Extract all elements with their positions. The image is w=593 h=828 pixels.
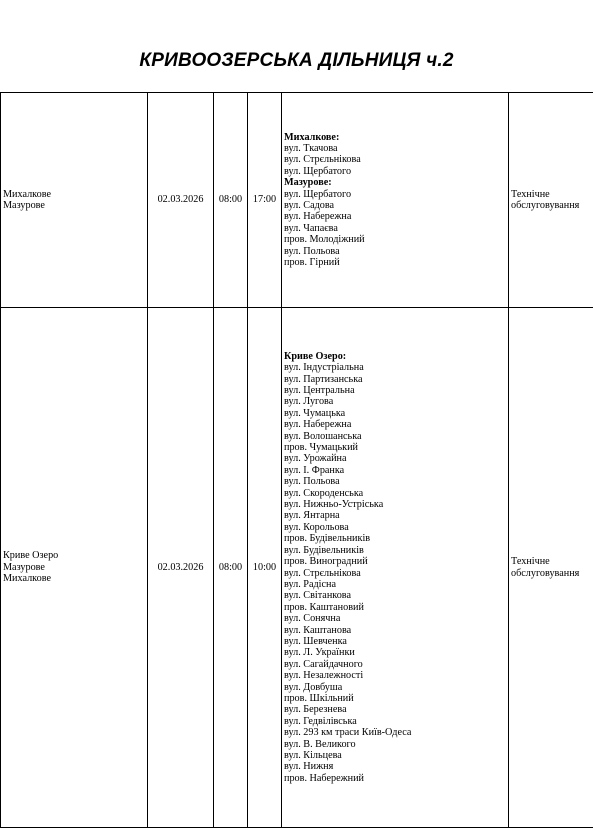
address-line: пров. Гірний	[284, 257, 506, 268]
localities-cell	[1, 93, 148, 308]
address-line: вул. Стрєльнікова	[284, 568, 506, 579]
outage-schedule-table	[0, 92, 593, 828]
locality-name: Михалкове	[3, 573, 145, 584]
table-row	[1, 308, 593, 828]
address-line: вул. Польова	[284, 476, 506, 487]
date-cell: 02.03.2026	[148, 308, 214, 828]
locality-name: Мазурове	[3, 200, 145, 211]
work-type-line: Технічне	[511, 556, 593, 567]
address-line: вул. Щербатого	[284, 166, 506, 177]
address-line: вул. Світанкова	[284, 590, 506, 601]
address-line: вул. Каштанова	[284, 625, 506, 636]
address-line: вул. Стрєльнікова	[284, 154, 506, 165]
localities-cell	[1, 308, 148, 828]
address-line: вул. Індустріальна	[284, 362, 506, 373]
address-line: вул. Партизанська	[284, 374, 506, 385]
address-line: пров. Молодіжний	[284, 234, 506, 245]
address-line: вул. Польова	[284, 246, 506, 257]
addresses-cell	[282, 93, 509, 308]
address-line: вул. Садова	[284, 200, 506, 211]
end-time-cell: 10:00	[248, 308, 282, 828]
address-line: вул. Центральна	[284, 385, 506, 396]
address-line: вул. Будівельників	[284, 545, 506, 556]
address-line: вул. Радісна	[284, 579, 506, 590]
address-line: вул. Чапаєва	[284, 223, 506, 234]
work-type-cell	[509, 308, 593, 828]
address-line: пров. Виноградний	[284, 556, 506, 567]
locality-name: Криве Озеро	[3, 550, 145, 561]
work-type-cell	[509, 93, 593, 308]
work-type-line: обслуговування	[511, 568, 593, 579]
date-cell: 02.03.2026	[148, 93, 214, 308]
address-group-heading: Михалкове:	[284, 132, 506, 143]
address-line: вул. Волошанська	[284, 431, 506, 442]
page-title: КРИВООЗЕРСЬКА ДІЛЬНИЦЯ ч.2	[0, 50, 593, 72]
locality-name: Михалкове	[3, 189, 145, 200]
address-line: вул. Довбуша	[284, 682, 506, 693]
address-line: вул. Кільцева	[284, 750, 506, 761]
address-line: вул. Нижня	[284, 761, 506, 772]
address-line: вул. Шевченка	[284, 636, 506, 647]
start-time-cell: 08:00	[214, 308, 248, 828]
end-time-cell: 17:00	[248, 93, 282, 308]
address-line: вул. Щербатого	[284, 189, 506, 200]
address-line: вул. Березнева	[284, 704, 506, 715]
address-line: вул. Набережна	[284, 211, 506, 222]
address-line: пров. Чумацький	[284, 442, 506, 453]
address-line: вул. Незалежності	[284, 670, 506, 681]
address-group-heading: Криве Озеро:	[284, 351, 506, 362]
address-line: вул. І. Франка	[284, 465, 506, 476]
start-time-cell: 08:00	[214, 93, 248, 308]
work-type-line: обслуговування	[511, 200, 593, 211]
address-line: вул. Набережна	[284, 419, 506, 430]
table-row	[1, 93, 593, 308]
address-group-heading: Мазурове:	[284, 177, 506, 188]
address-line: пров. Будівельників	[284, 533, 506, 544]
address-line: вул. Чумацька	[284, 408, 506, 419]
address-line: вул. Лугова	[284, 396, 506, 407]
address-line: вул. Ткачова	[284, 143, 506, 154]
work-type-line: Технічне	[511, 189, 593, 200]
address-line: вул. В. Великого	[284, 739, 506, 750]
locality-name: Мазурове	[3, 562, 145, 573]
address-line: вул. Нижньо-Устріська	[284, 499, 506, 510]
address-line: вул. 293 км траси Київ-Одеса	[284, 727, 506, 738]
address-line: вул. Корольова	[284, 522, 506, 533]
address-line: пров. Каштановий	[284, 602, 506, 613]
address-line: вул. Гедвілівська	[284, 716, 506, 727]
address-line: вул. Скороденська	[284, 488, 506, 499]
address-line: вул. Л. Українки	[284, 647, 506, 658]
address-line: пров. Набережний	[284, 773, 506, 784]
address-line: вул. Урожайна	[284, 453, 506, 464]
addresses-cell	[282, 308, 509, 828]
address-line: вул. Сонячна	[284, 613, 506, 624]
address-line: вул. Сагайдачного	[284, 659, 506, 670]
address-line: вул. Янтарна	[284, 510, 506, 521]
address-line: пров. Шкільний	[284, 693, 506, 704]
